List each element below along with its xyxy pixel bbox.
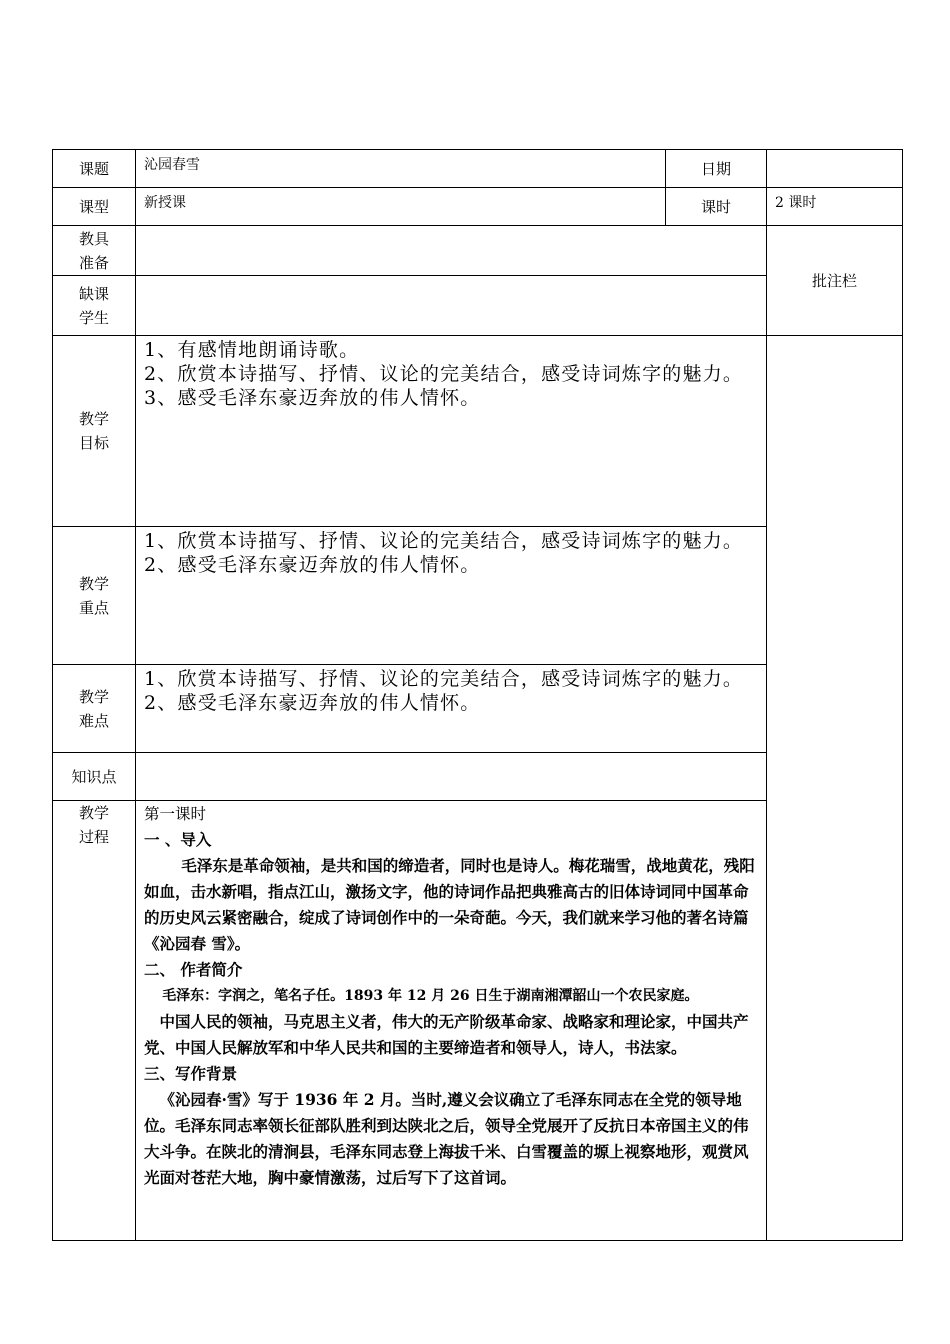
- topic-value: 沁园春雪: [136, 150, 666, 188]
- topic-label: 课题: [53, 150, 136, 188]
- tools-label: 教具 准备: [53, 226, 136, 276]
- section-text: 中国人民的领袖，马克思主义者，伟大的无产阶级革命家、战略家和理论家，中国共产党、中国人民解放军和中华人民共和国的主要缔造者和领导人，诗人，书法家。: [144, 1012, 749, 1057]
- difficulties-label: 教学 难点: [53, 665, 136, 753]
- section-title: 三、写作背景: [144, 1064, 238, 1083]
- lesson-plan-table: [52, 149, 903, 1241]
- knowledge-value: [136, 753, 767, 801]
- type-label: 课型: [53, 188, 136, 226]
- notes-column: [767, 336, 903, 1241]
- row-goals: [53, 336, 903, 527]
- section-text: 《沁园春·雪》写于 1936 年 2 月。当时,遵义会议确立了毛泽东同志在全党的领导地位。毛泽东同志率领长征部队胜利到达陕北之后，领导全党展开了反抗日本帝国主义的伟大斗争。在陕北的清涧县，毛泽东同志登上海拔千米、白雪覆盖的塬上视察地形，观赏风光面对苍茫大地，胸中豪情激荡，过后写下了这首词。: [144, 1090, 749, 1187]
- key-points-label: 教学 重点: [53, 527, 136, 665]
- hours-label: 课时: [666, 188, 767, 226]
- row-tools: [53, 226, 903, 276]
- section-title: 一 、导入: [144, 830, 212, 849]
- absent-value: [136, 276, 767, 336]
- notes-label: 批注栏: [811, 271, 857, 290]
- knowledge-label: 知识点: [53, 753, 136, 801]
- section-text: 毛泽东：字润之，笔名子任。1893 年 12 月 26 日生于湖南湘潭韶山一个农民家庭。: [162, 988, 699, 1004]
- row-type: [53, 188, 903, 226]
- tools-value: [136, 226, 767, 276]
- hours-value: 2 课时: [767, 188, 903, 226]
- goals-label: 教学 目标: [53, 336, 136, 527]
- goal-line: 2、欣赏本诗描写、抒情、议论的完美结合，感受诗词炼字的魅力。: [144, 363, 744, 385]
- section-text: 毛泽东是革命领袖，是共和国的缔造者，同时也是诗人。梅花瑞雪，战地黄花，残阳如血，击水新唱，指点江山，激扬文字，他的诗词作品把典雅高古的旧体诗词同中国革命的历史风云紧密融合，绽成了诗词创作中的一朵奇葩。今天，我们就来学习他的著名诗篇《沁园春 雪》。: [144, 856, 755, 953]
- goal-line: 1、有感情地朗诵诗歌。: [144, 339, 360, 361]
- process-content: [136, 801, 767, 1241]
- goal-line: 3、感受毛泽东豪迈奔放的伟人情怀。: [144, 387, 481, 409]
- lesson-title: 第一课时: [144, 805, 207, 823]
- difficulties-content: [136, 665, 767, 753]
- key-point-line: 1、欣赏本诗描写、抒情、议论的完美结合，感受诗词炼字的魅力。: [144, 530, 744, 552]
- process-label: 教学 过程: [53, 801, 136, 1241]
- difficulty-line: 1、欣赏本诗描写、抒情、议论的完美结合，感受诗词炼字的魅力。: [144, 668, 744, 690]
- key-points-content: [136, 527, 767, 665]
- type-value: 新授课: [136, 188, 666, 226]
- row-topic: [53, 150, 903, 188]
- key-point-line: 2、感受毛泽东豪迈奔放的伟人情怀。: [144, 554, 481, 576]
- absent-label: 缺课 学生: [53, 276, 136, 336]
- goals-content: [136, 336, 767, 527]
- date-value: [767, 150, 903, 188]
- date-label: 日期: [666, 150, 767, 188]
- difficulty-line: 2、感受毛泽东豪迈奔放的伟人情怀。: [144, 692, 481, 714]
- notes-column-header: [767, 226, 903, 336]
- section-title: 二、 作者简介: [144, 960, 243, 979]
